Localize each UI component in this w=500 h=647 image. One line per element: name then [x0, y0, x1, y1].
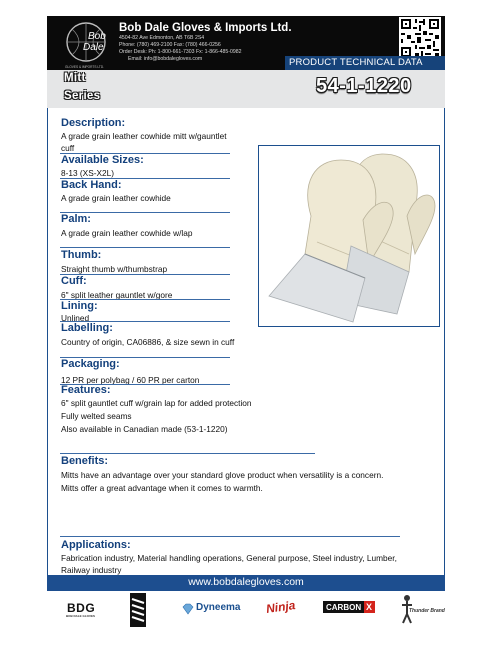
palm-text: A grade grain leather cowhide w/lap [61, 228, 193, 238]
cuff-heading: Cuff: [61, 275, 87, 287]
applications-heading: Applications: [61, 539, 131, 551]
applications-text-2: Railway industry [61, 565, 122, 575]
section-divider [60, 453, 315, 454]
sizes-heading: Available Sizes: [61, 154, 144, 166]
phone-line: Phone: (780) 469-2100 Fax: (780) 466-0256 [119, 42, 221, 48]
labelling-heading: Labelling: [61, 322, 113, 334]
email-line[interactable]: Email: info@bobdalegloves.com [128, 56, 203, 62]
ninja-logo: Ninja [265, 598, 297, 616]
series-name-line2: Series [64, 90, 101, 102]
labelling-text: Country of origin, CA06886, & size sewn in cuff [61, 337, 235, 347]
logo-text-dale: Dale [83, 42, 104, 53]
website-link[interactable]: www.bobdalegloves.com [188, 576, 304, 588]
lining-heading: Lining: [61, 300, 98, 312]
brand-logos-strip [47, 591, 445, 631]
address-line: 4504-82 Ave Edmonton, AB T6B 2S4 [119, 35, 205, 41]
cuff-text: 6" split leather gauntlet w/gore [61, 290, 173, 300]
thumb-text: Straight thumb w/thumbstrap [61, 264, 168, 274]
applications-text-1: Fabrication industry, Material handling operations, General purpose, Steel industry, Lumber, [61, 553, 397, 563]
bdg-logo: BDG [67, 601, 96, 615]
back-hand-text: A grade grain leather cowhide [61, 193, 171, 203]
product-code: 54-1-1220 [316, 75, 412, 97]
carbon-logo-text: CARBON [326, 603, 362, 612]
description-text-2: cuff [61, 143, 75, 153]
thunder-brand-logo: Thunder Brand [409, 608, 445, 614]
back-hand-heading: Back Hand: [61, 179, 122, 191]
bob-dale-logo [60, 20, 112, 70]
palm-heading: Palm: [61, 213, 91, 225]
section-divider [60, 536, 400, 537]
thumb-heading: Thumb: [61, 249, 102, 261]
lining-text: Unlined [61, 313, 90, 323]
bdg-logo-caption: BOB DALE GLOVES [66, 614, 96, 618]
logo-text-bob: Bob [88, 31, 106, 42]
description-text-1: A grade grain leather cowhide mitt w/gauntlet [61, 131, 227, 141]
benefits-text-2: Mitts offer a great advantage when it comes to warmth. [61, 483, 263, 493]
features-text-2: Fully welted seams [61, 411, 132, 421]
logo-caption: GLOVES & IMPORTS LTD. [65, 65, 105, 69]
features-text-3: Also available in Canadian made (53-1-1220) [61, 424, 228, 434]
packaging-heading: Packaging: [61, 358, 120, 370]
packaging-text: 12 PR per polybag / 60 PR per carton [61, 375, 200, 385]
series-name-line1: Mitt [64, 72, 86, 84]
dyneema-diamond-icon [182, 603, 194, 615]
order-desk-line: Order Desk: Ph: 1-800-661-7303 Fx: 1-866-485-0982 [119, 49, 242, 55]
qr-code[interactable] [399, 17, 441, 59]
sizes-text: 8-13 (XS-X2L) [61, 168, 115, 178]
carbon-x-letter: X [366, 602, 373, 612]
product-photo [258, 145, 440, 327]
benefits-heading: Benefits: [61, 455, 109, 467]
description-heading: Description: [61, 117, 126, 129]
benefits-text-1: Mitts have an advantage over your standard glove product when versatility is a concern. [61, 470, 384, 480]
dyneema-logo: Dyneema [196, 602, 241, 613]
company-name: Bob Dale Gloves & Imports Ltd. [119, 22, 292, 34]
features-heading: Features: [61, 384, 111, 396]
stripe-brand-logo [130, 593, 146, 627]
doc-type-label: PRODUCT TECHNICAL DATA [289, 57, 423, 68]
section-divider [60, 247, 230, 248]
features-text-1: 6" split gauntlet cuff w/grain lap for added protection [61, 398, 252, 408]
